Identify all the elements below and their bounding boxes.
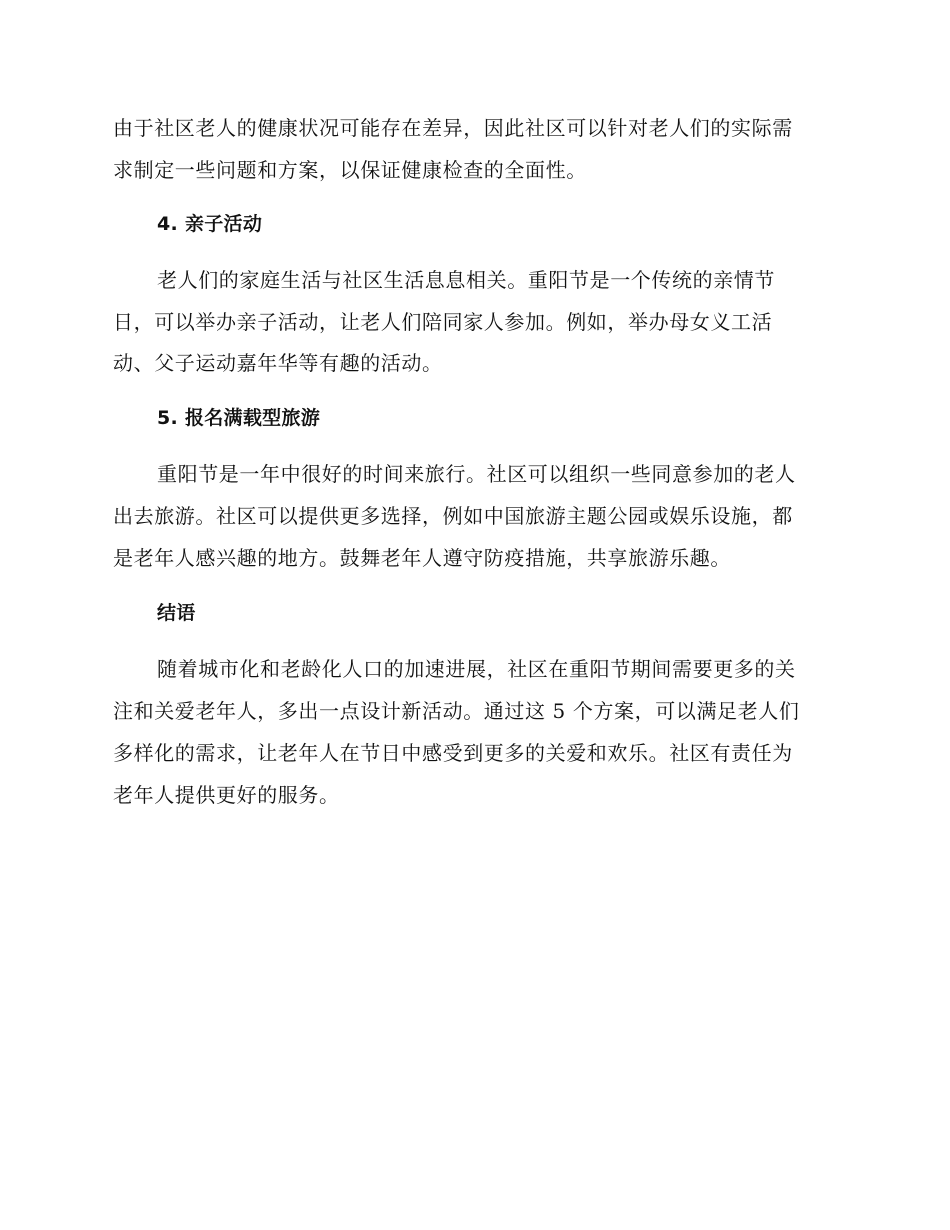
- paragraph-line: 求制定一些问题和方案，以保证健康检查的全面性。: [113, 158, 587, 182]
- paragraph-line: 是老年人感兴趣的地方。鼓舞老年人遵守防疫措施，共享旅游乐趣。: [113, 546, 731, 570]
- paragraph-line: 老人们的家庭生活与社区生活息息相关。重阳节是一个传统的亲情节: [157, 268, 775, 292]
- paragraph-line: 重阳节是一年中很好的时间来旅行。社区可以组织一些同意参加的老人: [157, 462, 796, 486]
- paragraph-line: 日，可以举办亲子活动，让老人们陪同家人参加。例如，举办母女义工活: [113, 310, 773, 334]
- paragraph-line: 动、父子运动嘉年华等有趣的活动。: [113, 351, 443, 375]
- paragraph-line: 注和关爱老年人，多出一点设计新活动。通过这 5 个方案，可以满足老人们: [113, 699, 800, 723]
- paragraph-line: 多样化的需求，让老年人在节日中感受到更多的关爱和欢乐。社区有责任为: [113, 741, 793, 765]
- paragraph-line: 由于社区老人的健康状况可能存在差异，因此社区可以针对老人们的实际需: [113, 116, 793, 140]
- section-heading: 4. 亲子活动: [157, 213, 263, 235]
- section-heading: 5. 报名满载型旅游: [157, 407, 321, 429]
- section-heading: 结语: [157, 602, 196, 624]
- paragraph-line: 随着城市化和老龄化人口的加速进展，社区在重阳节期间需要更多的关: [157, 657, 796, 681]
- paragraph-line: 老年人提供更好的服务。: [113, 783, 340, 807]
- paragraph-line: 出去旅游。社区可以提供更多选择，例如中国旅游主题公园或娱乐设施，都: [113, 504, 793, 528]
